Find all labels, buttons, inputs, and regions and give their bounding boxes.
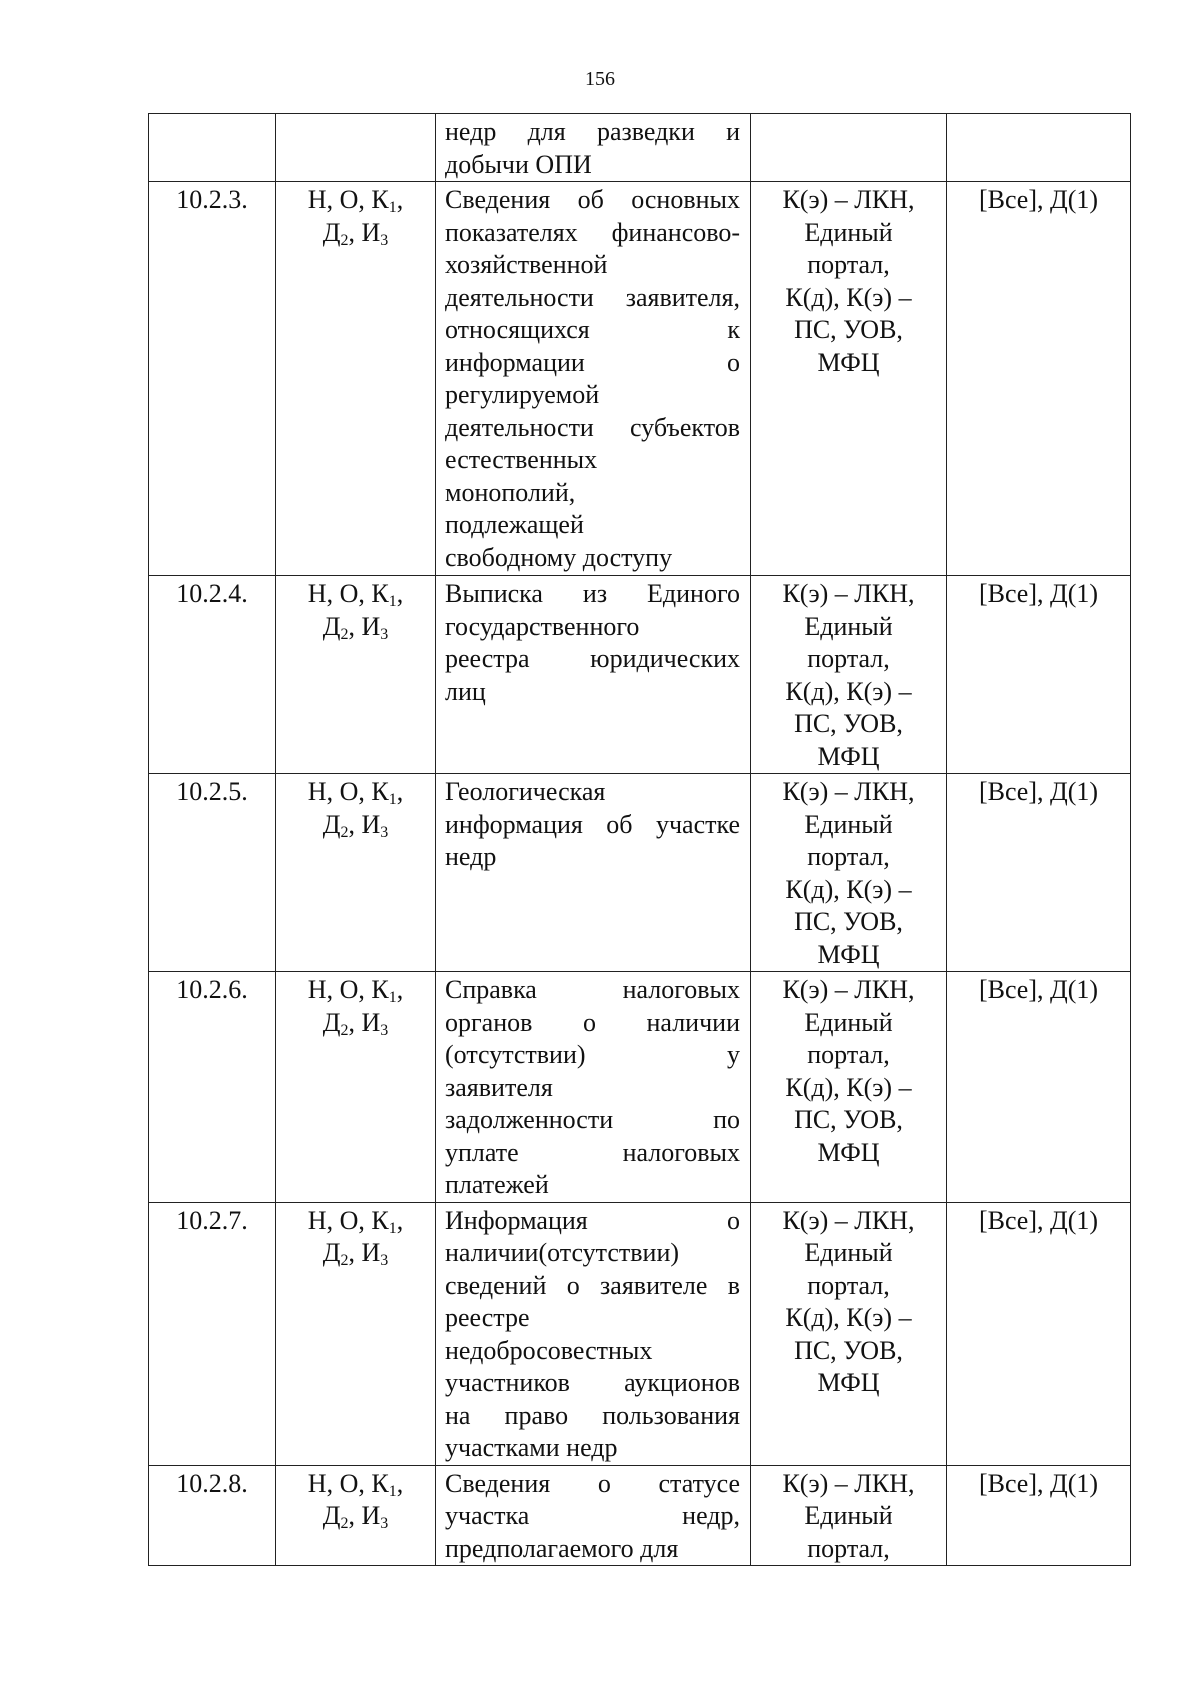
groups-comma: , xyxy=(396,579,404,608)
groups-comma: , xyxy=(396,185,404,214)
submission-channels xyxy=(751,114,947,182)
description-line: Сведения об основных xyxy=(445,185,740,214)
applicant-groups xyxy=(276,774,436,972)
groups-subscript: 2 xyxy=(340,231,349,249)
table-row xyxy=(149,1465,1131,1566)
description-line: подлежащей xyxy=(445,510,584,539)
channel-line: Единый xyxy=(804,217,893,247)
channel-line: ПС, УОВ, xyxy=(794,1105,903,1134)
submission-channels xyxy=(751,1465,947,1566)
groups-text: Н, О, К xyxy=(307,777,389,806)
channel-line: портал, xyxy=(807,842,890,871)
groups-subscript: 1 xyxy=(388,989,397,1006)
description-line: (отсутствии) у xyxy=(445,1040,740,1069)
channel-line: Единый xyxy=(804,809,893,839)
submission-channels xyxy=(751,1202,947,1465)
description-line: деятельности заявителя, xyxy=(445,282,740,312)
channel-line: портал, xyxy=(807,250,890,279)
channel-line: МФЦ xyxy=(817,1137,880,1167)
channel-line: ПС, УОВ, xyxy=(794,1335,903,1365)
description-line: Геологическая xyxy=(445,777,606,806)
groups-line-2 xyxy=(276,1007,435,1040)
groups-line-1 xyxy=(276,184,435,217)
groups-subscript: 3 xyxy=(380,1021,389,1039)
table-row xyxy=(149,972,1131,1203)
channel-line: Единый xyxy=(804,611,893,641)
channel-line: К(э) – ЛКН, xyxy=(782,777,915,806)
description-line: органов о наличии xyxy=(445,1007,740,1037)
groups-text: Д xyxy=(322,611,341,641)
groups-comma: , xyxy=(396,1205,404,1235)
applicant-groups xyxy=(276,1202,436,1465)
description-line: свободному доступу xyxy=(445,542,673,572)
groups-line-1 xyxy=(276,1468,435,1501)
item-number: 10.2.5. xyxy=(149,774,276,972)
description-line: лиц xyxy=(445,676,486,706)
groups-subscript: 3 xyxy=(380,1252,389,1269)
table-row xyxy=(149,576,1131,774)
table-row xyxy=(149,114,1131,182)
groups-text: , И xyxy=(348,1501,381,1530)
description-line: информации о xyxy=(445,347,740,377)
submission-channels xyxy=(751,972,947,1203)
groups-text: , И xyxy=(348,1007,381,1037)
groups-comma: , xyxy=(396,777,404,806)
groups-subscript: 1 xyxy=(388,199,397,216)
applicant-groups xyxy=(276,576,436,774)
table-row xyxy=(149,774,1131,972)
description-line: показателях финансово- xyxy=(445,217,740,247)
description-line: задолженности по xyxy=(445,1105,740,1134)
groups-subscript: 3 xyxy=(380,231,389,249)
applicant-groups xyxy=(276,114,436,182)
groups-text: Д xyxy=(322,1007,341,1037)
groups-line-1 xyxy=(276,776,435,809)
document-description xyxy=(436,114,751,182)
description-line: участников аукционов xyxy=(445,1368,740,1397)
description-line: добычи ОПИ xyxy=(445,149,592,179)
channel-line: Единый xyxy=(804,1238,893,1267)
description-line: реестре xyxy=(445,1303,530,1332)
document-description xyxy=(436,1465,751,1566)
groups-subscript: 3 xyxy=(380,625,389,643)
description-line: Выписка из Единого xyxy=(445,579,740,608)
groups-subscript: 1 xyxy=(388,791,397,808)
description-line: недр для разведки и xyxy=(445,117,740,146)
document-description xyxy=(436,576,751,774)
description-line: реестра юридических xyxy=(445,644,740,673)
channel-line: портал, xyxy=(807,1270,890,1300)
applicability xyxy=(947,114,1131,182)
submission-channels xyxy=(751,576,947,774)
item-number xyxy=(149,114,276,182)
description-line: участка недр, xyxy=(445,1501,740,1530)
table-body xyxy=(149,114,1131,1566)
channel-line: МФЦ xyxy=(817,741,880,771)
applicability: [Все], Д(1) xyxy=(947,972,1131,1203)
description-line: недр xyxy=(445,842,497,871)
channel-line: К(д), К(э) – xyxy=(785,874,912,904)
channel-line: портал, xyxy=(807,644,890,673)
submission-channels xyxy=(751,182,947,576)
groups-subscript: 2 xyxy=(340,1021,349,1039)
groups-text: , И xyxy=(348,217,381,247)
description-line: государственного xyxy=(445,611,640,641)
description-line: уплате налоговых xyxy=(445,1137,740,1167)
channel-line: К(д), К(э) – xyxy=(785,282,912,312)
groups-text: , И xyxy=(348,611,381,641)
groups-comma: , xyxy=(396,975,404,1004)
document-description xyxy=(436,774,751,972)
groups-subscript: 3 xyxy=(380,823,389,841)
document-description xyxy=(436,182,751,576)
document-description xyxy=(436,1202,751,1465)
channel-line: МФЦ xyxy=(817,347,880,377)
submission-channels xyxy=(751,774,947,972)
description-line: участками недр xyxy=(445,1433,618,1462)
description-line: хозяйственной xyxy=(445,250,608,279)
groups-text: Н, О, К xyxy=(307,579,389,608)
description-line: Справка налоговых xyxy=(445,975,740,1004)
item-number: 10.2.7. xyxy=(149,1202,276,1465)
document-table xyxy=(148,113,1131,1566)
item-number: 10.2.8. xyxy=(149,1465,276,1566)
groups-text: Н, О, К xyxy=(307,1205,389,1235)
channel-line: ПС, УОВ, xyxy=(794,907,903,936)
channel-line: МФЦ xyxy=(817,939,880,969)
table-row xyxy=(149,1202,1131,1465)
channel-line: Единый xyxy=(804,1007,893,1037)
groups-line-1 xyxy=(276,974,435,1007)
applicant-groups xyxy=(276,182,436,576)
description-line: платежей xyxy=(445,1170,549,1199)
groups-text: Д xyxy=(322,1238,341,1267)
channel-line: К(э) – ЛКН, xyxy=(782,579,915,608)
description-line: информация об участке xyxy=(445,809,740,839)
groups-text: , И xyxy=(348,1238,381,1267)
groups-text: Д xyxy=(322,1501,341,1530)
channel-line: К(д), К(э) – xyxy=(785,1303,912,1332)
groups-text: Н, О, К xyxy=(307,185,389,214)
groups-text: Н, О, К xyxy=(307,975,389,1004)
channel-line: Единый xyxy=(804,1501,893,1530)
channel-line: К(э) – ЛКН, xyxy=(782,185,915,214)
channel-line: К(э) – ЛКН, xyxy=(782,1205,915,1235)
channel-line: К(д), К(э) – xyxy=(785,1072,912,1102)
applicability: [Все], Д(1) xyxy=(947,576,1131,774)
groups-line-2 xyxy=(276,1237,435,1270)
channel-line: портал, xyxy=(807,1040,890,1069)
item-number: 10.2.3. xyxy=(149,182,276,576)
groups-text: Н, О, К xyxy=(307,1468,389,1498)
description-line: деятельности субъектов xyxy=(445,412,740,442)
groups-subscript: 2 xyxy=(340,625,349,643)
item-number: 10.2.4. xyxy=(149,576,276,774)
applicant-groups xyxy=(276,1465,436,1566)
channel-line: К(э) – ЛКН, xyxy=(782,1468,915,1498)
applicability: [Все], Д(1) xyxy=(947,182,1131,576)
groups-line-2 xyxy=(276,809,435,842)
description-line: предполагаемого для xyxy=(445,1533,679,1563)
groups-text: , И xyxy=(348,809,381,839)
applicability: [Все], Д(1) xyxy=(947,1202,1131,1465)
applicant-groups xyxy=(276,972,436,1203)
channel-line: К(э) – ЛКН, xyxy=(782,975,915,1004)
page-number: 156 xyxy=(585,68,615,90)
applicability: [Все], Д(1) xyxy=(947,774,1131,972)
description-line: монополий, xyxy=(445,477,576,507)
channel-line: ПС, УОВ, xyxy=(794,315,903,344)
groups-line-2 xyxy=(276,217,435,250)
description-line: естественных xyxy=(445,445,598,474)
description-line: относящихся к xyxy=(445,315,740,344)
groups-subscript: 3 xyxy=(380,1515,389,1532)
groups-subscript: 2 xyxy=(340,1515,349,1532)
groups-line-1 xyxy=(276,578,435,611)
groups-line-2 xyxy=(276,611,435,644)
description-line: заявителя xyxy=(445,1072,553,1102)
groups-subscript: 1 xyxy=(388,1482,397,1500)
channel-line: ПС, УОВ, xyxy=(794,709,903,738)
item-number: 10.2.6. xyxy=(149,972,276,1203)
groups-subscript: 2 xyxy=(340,823,349,841)
table-row xyxy=(149,182,1131,576)
channel-line: К(д), К(э) – xyxy=(785,676,912,706)
description-line: недобросовестных xyxy=(445,1335,653,1365)
description-line: Информация о xyxy=(445,1205,740,1235)
groups-comma: , xyxy=(396,1468,404,1498)
description-line: регулируемой xyxy=(445,380,600,409)
applicability: [Все], Д(1) xyxy=(947,1465,1131,1566)
channel-line: МФЦ xyxy=(817,1368,880,1397)
description-line: наличии(отсутствии) xyxy=(445,1238,680,1267)
description-line: на право пользования xyxy=(445,1400,740,1430)
groups-subscript: 2 xyxy=(340,1252,349,1269)
description-line: сведений о заявителе в xyxy=(445,1270,740,1300)
groups-text: Д xyxy=(322,809,341,839)
document-description xyxy=(436,972,751,1203)
groups-subscript: 1 xyxy=(388,1219,397,1237)
channel-line: портал, xyxy=(807,1533,890,1563)
description-line: Сведения о статусе xyxy=(445,1468,740,1498)
groups-subscript: 1 xyxy=(388,593,397,610)
groups-line-2 xyxy=(276,1500,435,1533)
groups-text: Д xyxy=(322,217,341,247)
groups-line-1 xyxy=(276,1205,435,1238)
